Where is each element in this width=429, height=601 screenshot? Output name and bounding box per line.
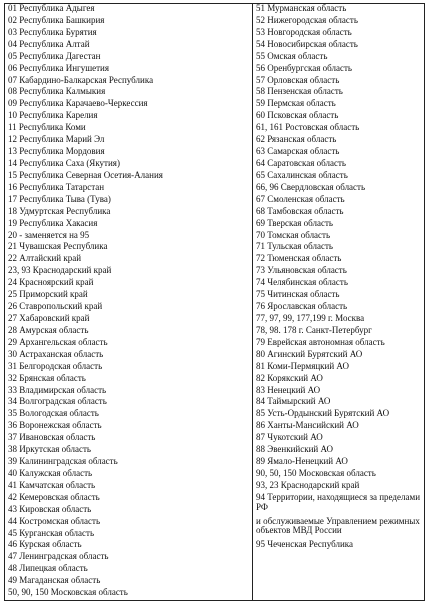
right-region-list bbox=[256, 4, 421, 552]
region-entry: 21 Чувашская Республика bbox=[8, 241, 108, 252]
region-entry: 59 Пермская область bbox=[256, 98, 336, 109]
region-entry: 95 Чеченская Республика bbox=[256, 539, 354, 550]
region-entry: 46 Курская область bbox=[8, 539, 82, 550]
region-entry: 48 Липецкая область bbox=[8, 563, 88, 574]
region-entry: 45 Курганская область bbox=[8, 527, 95, 538]
region-entry: 06 Республика Ингушетия bbox=[8, 62, 110, 73]
region-entry: 62 Рязанская область bbox=[256, 134, 337, 145]
region-entry: 24 Красноярский край bbox=[8, 277, 94, 288]
region-entry: 88 Эвенкийский АО bbox=[256, 444, 334, 455]
region-entry: 13 Республика Мордовия bbox=[8, 146, 105, 157]
region-entry: 43 Кировская область bbox=[8, 503, 92, 514]
region-entry: 56 Оренбургская область bbox=[256, 62, 352, 73]
region-entry: 07 Кабардино-Балкарская Республика bbox=[8, 74, 154, 85]
left-column bbox=[5, 4, 253, 601]
region-entry: 26 Ставропольский край bbox=[8, 301, 103, 312]
region-entry: 39 Калининградская область bbox=[8, 456, 118, 467]
region-entry: 83 Ненецкий АО bbox=[256, 384, 321, 395]
region-entry: 47 Ленинградская область bbox=[8, 551, 109, 562]
region-codes-table bbox=[4, 3, 425, 601]
region-entry: 35 Вологодская область bbox=[8, 408, 99, 419]
region-entry: 52 Нижегородская область bbox=[256, 14, 358, 25]
region-entry: 18 Удмуртская Республика bbox=[8, 205, 111, 216]
region-entry: 16 Республика Татарстан bbox=[8, 181, 105, 192]
region-entry: 02 Республика Башкирия bbox=[8, 14, 105, 25]
region-entry: 19 Республика Хакасия bbox=[8, 217, 98, 228]
table-row bbox=[5, 4, 425, 601]
region-entry: 32 Брянская область bbox=[8, 372, 86, 383]
region-entry: 42 Кемеровская область bbox=[8, 491, 100, 502]
region-entry: 81 Коми-Пермяцкий АО bbox=[256, 360, 349, 371]
right-column bbox=[253, 4, 425, 601]
region-entry: 73 Ульяновская область bbox=[256, 265, 347, 276]
region-entry: 10 Республика Карелия bbox=[8, 110, 98, 121]
region-entry: 79 Еврейская автономная область bbox=[256, 336, 385, 347]
region-entry: 70 Томская область bbox=[256, 229, 331, 240]
region-entry: 68 Тамбовская область bbox=[256, 205, 344, 216]
region-entry: 38 Иркутская область bbox=[8, 444, 92, 455]
region-entry: 77, 97, 99, 177,199 г. Москва bbox=[256, 312, 365, 323]
region-entry: 90, 50, 150 Московская область bbox=[256, 467, 376, 478]
region-entry: 60 Псковская область bbox=[256, 110, 339, 121]
region-entry: 40 Калужская область bbox=[8, 467, 93, 478]
region-entry: 80 Агинский Бурятский АО bbox=[256, 348, 363, 359]
region-entry: 84 Таймырский АО bbox=[256, 396, 331, 407]
region-entry: 37 Ивановская область bbox=[8, 432, 96, 443]
region-entry: 53 Новгородская область bbox=[256, 26, 352, 37]
region-entry: 76 Ярославская область bbox=[256, 301, 348, 312]
region-entry: 93, 23 Краснодарский край bbox=[256, 479, 360, 490]
region-entry: 87 Чукотский АО bbox=[256, 432, 323, 443]
region-entry: 03 Республика Бурятия bbox=[8, 26, 97, 37]
region-entry: 94 Территории, находящиеся за пределами РФ bbox=[256, 491, 421, 512]
region-entry: и обслуживаемые Управлением режимных объектов МВД России bbox=[256, 515, 420, 536]
region-entry: 25 Приморский край bbox=[8, 289, 88, 300]
region-entry: 36 Воронежская область bbox=[8, 420, 102, 431]
region-entry: 34 Волгоградская область bbox=[8, 396, 107, 407]
region-entry: 12 Республика Марий Эл bbox=[8, 134, 105, 145]
region-entry: 61, 161 Ростовская область bbox=[256, 122, 360, 133]
region-entry: 71 Тульская область bbox=[256, 241, 333, 252]
region-entry: 89 Ямало-Ненецкий АО bbox=[256, 456, 348, 467]
region-entry: 49 Магаданская область bbox=[8, 575, 101, 586]
region-entry: 63 Самарская область bbox=[256, 146, 340, 157]
left-region-list bbox=[8, 4, 249, 600]
region-entry: 04 Республика Алтай bbox=[8, 38, 90, 49]
region-entry: 11 Республика Коми bbox=[8, 122, 86, 133]
region-entry: 69 Тверская область bbox=[256, 217, 333, 228]
region-entry: 85 Усть-Ордынский Бурятский АО bbox=[256, 408, 390, 419]
region-entry: 57 Орловская область bbox=[256, 74, 340, 85]
region-entry: 20 - заменяется на 95 bbox=[8, 229, 90, 240]
region-entry: 65 Сахалинская область bbox=[256, 169, 348, 180]
region-entry: 15 Республика Северная Осетия-Алания bbox=[8, 169, 163, 180]
region-entry: 74 Челябинская область bbox=[256, 277, 348, 288]
region-entry: 58 Пензенская область bbox=[256, 86, 343, 97]
region-entry: 75 Читинская область bbox=[256, 289, 340, 300]
region-entry: 17 Республика Тыва (Тува) bbox=[8, 193, 111, 204]
region-entry: 09 Республика Карачаево-Черкессия bbox=[8, 98, 148, 109]
region-entry: 44 Костромская область bbox=[8, 515, 101, 526]
region-entry: 29 Архангельская область bbox=[8, 336, 108, 347]
region-entry: 01 Республика Адыгея bbox=[8, 3, 95, 13]
region-entry: 33 Владимирская область bbox=[8, 384, 107, 395]
region-entry: 54 Новосибирская область bbox=[256, 38, 358, 49]
region-entry: 30 Астраханская область bbox=[8, 348, 104, 359]
region-entry: 67 Смоленская область bbox=[256, 193, 345, 204]
region-entry: 51 Мурманская область bbox=[256, 3, 347, 13]
region-entry: 78, 98. 178 г. Санкт-Петербург bbox=[256, 324, 372, 335]
region-entry: 86 Ханты-Мансийский АО bbox=[256, 420, 359, 431]
region-entry: 05 Республика Дагестан bbox=[8, 50, 101, 61]
region-entry: 72 Тюменская область bbox=[256, 253, 342, 264]
region-entry: 41 Камчатская область bbox=[8, 479, 96, 490]
region-entry: 28 Амурская область bbox=[8, 324, 89, 335]
region-entry: 08 Республика Калмыкия bbox=[8, 86, 106, 97]
region-entry: 23, 93 Краснодарский край bbox=[8, 265, 112, 276]
region-entry: 22 Алтайский край bbox=[8, 253, 82, 264]
region-entry: 64 Саратовская область bbox=[256, 157, 347, 168]
region-entry: 82 Корякский АО bbox=[256, 372, 323, 383]
region-entry: 14 Республика Саха (Якутия) bbox=[8, 157, 120, 168]
region-entry: 50, 90, 150 Московская область bbox=[8, 587, 128, 598]
region-entry: 66, 96 Свердловская область bbox=[256, 181, 366, 192]
region-entry: 27 Хабаровский край bbox=[8, 312, 90, 323]
region-entry: 31 Белгородская область bbox=[8, 360, 103, 371]
region-entry: 55 Омская область bbox=[256, 50, 328, 61]
